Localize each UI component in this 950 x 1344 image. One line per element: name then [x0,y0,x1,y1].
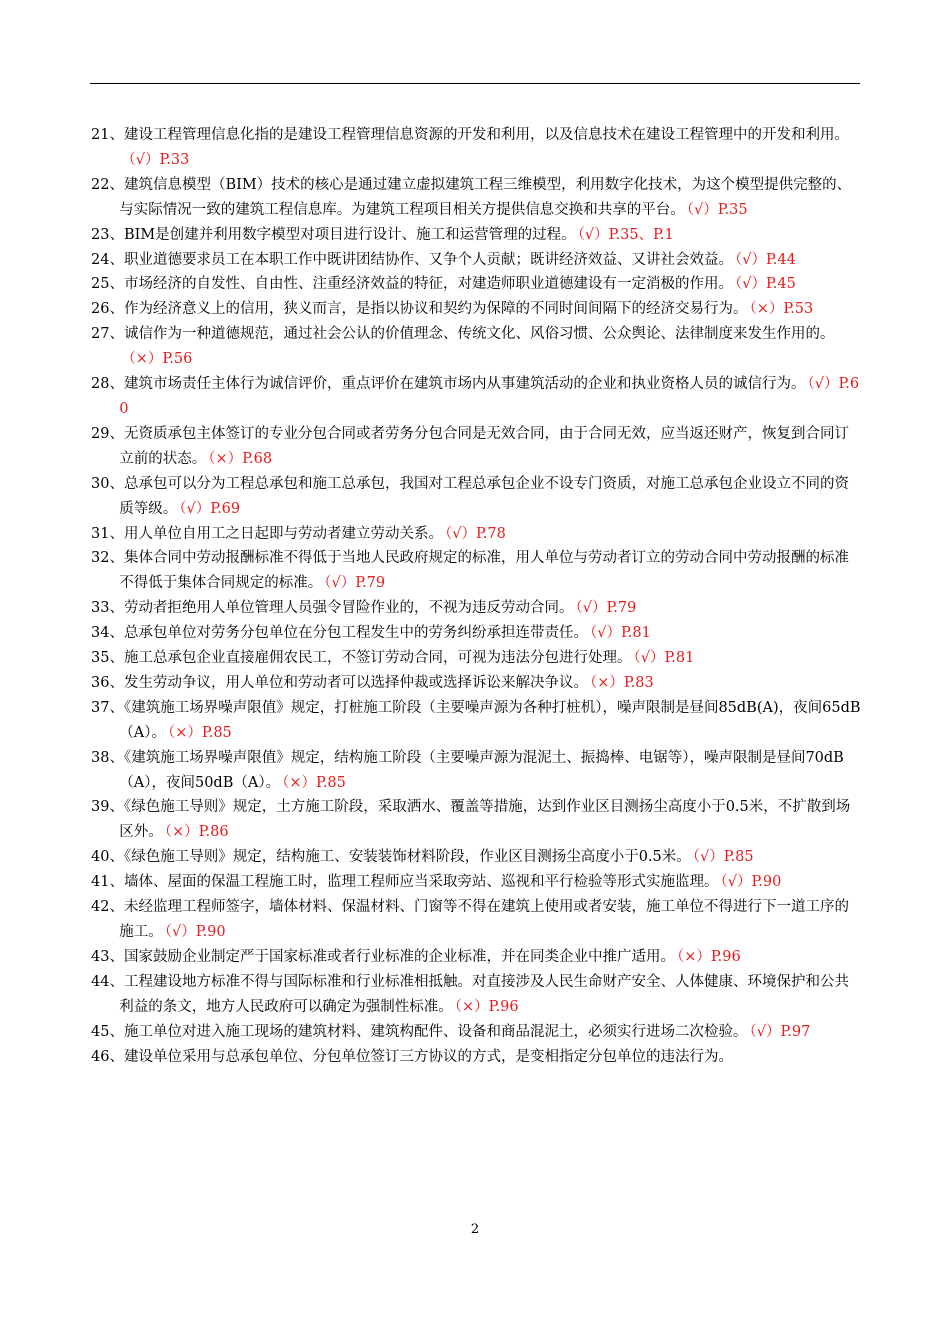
question-text: 43、国家鼓励企业制定严于国家标准或者行业标准的企业标准，并在同类企业中推广适用。 [91,948,675,965]
answer-key: （√）P.81 [589,625,651,642]
list-item [91,696,861,746]
header-rule [90,83,860,84]
question-text: 23、BIM是创建并利用数字模型对项目进行设计、施工和运营管理的过程。 [91,226,576,243]
list-item [91,123,861,173]
question-text: 36、发生劳动争议，用人单位和劳动者可以选择仲裁或选择诉讼来解决争议。 [91,674,588,691]
question-text: 40、《绿色施工导则》规定，结构施工、安装装饰材料阶段，作业区目测扬尘高度小于0.5米。 [91,849,691,866]
list-item [91,422,861,472]
answer-key: （×）P.85 [282,774,346,791]
question-text: 46、建设单位采用与总承包单位、分包单位签订三方协议的方式，是变相指定分包单位的违法行为。 [91,1048,733,1065]
question-text: 34、总承包单位对劳务分包单位在分包工程发生中的劳务纠纷承担连带责任。 [91,625,588,642]
answer-key: （×）P.83 [589,674,654,691]
list-item [91,248,861,273]
answer-key: （√）P.90 [164,924,226,940]
list-item [91,746,861,796]
list-item [91,372,861,422]
list-item [91,895,861,945]
answer-key: （×）P.96 [676,948,741,965]
list-item [91,596,861,621]
answer-key: （√）P.79 [575,600,637,617]
question-text: 28、建筑市场责任主体行为诚信评价，重点评价在建筑市场内从事建筑活动的企业和执业资格人员的诚信行为。 [91,376,806,393]
answer-key: （×）P.53 [749,301,814,318]
answer-key: （×）P.96 [454,998,519,1015]
page-number: 2 [470,1222,480,1237]
answer-key: （√）P.90 [720,874,782,891]
question-text: 30、总承包可以分为工程总承包和施工总承包，我国对工程总承包企业不设专门资质，对施工总承包企业设立不同的资质等级。 [91,475,849,517]
list-item [91,671,861,696]
question-list [91,123,861,1069]
question-text: 29、无资质承包主体签订的专业分包合同或者劳务分包合同是无效合同，由于合同无效，应当返还财产，恢复到合同订立前的状态。 [91,425,849,467]
question-text: 44、工程建设地方标准不得与国际标准和行业标准相抵触。对直接涉及人民生命财产安全、人体健康、环境保护和公共利益的条文，地方人民政府可以确定为强制性标准。 [91,973,849,1015]
question-text: 39、《绿色施工导则》规定，土方施工阶段，采取洒水、覆盖等措施，达到作业区目测扬尘高度小于0.5米，不扩散到场区外。 [91,799,851,841]
list-item [91,297,861,322]
answer-key: （√）P.35 [686,201,748,218]
list-item [91,646,861,671]
list-item [91,223,861,248]
list-item [91,173,861,223]
list-item [91,546,861,596]
answer-key: （×）P.56 [121,351,193,368]
list-item [91,845,861,870]
list-item [91,945,861,970]
answer-key: （√）P.78 [444,525,506,542]
list-item [91,522,861,547]
answer-key: （×）P.85 [168,724,232,741]
question-text: 31、用人单位自用工之日起即与劳动者建立劳动关系。 [91,525,443,542]
question-text: 41、墙体、屋面的保温工程施工时，监理工程师应当采取旁站、巡视和平行检验等形式实施监理。 [91,874,719,891]
list-item [91,272,861,297]
list-item [91,870,861,895]
question-text: 22、建筑信息模型（BIM）技术的核心是通过建立虚拟建筑工程三维模型，利用数字化技术，为这个模型提供完整的、与实际情况一致的建筑工程信息库。为建筑工程项目相关方提供信息交换和共享的平台。 [91,176,852,218]
list-item [91,322,861,372]
answer-key: （√）P.35、P.1 [577,226,674,243]
answer-key: （√）P.85 [692,849,754,866]
answer-key: （√）P.60 [119,376,860,417]
question-text: 37、《建筑施工场界噪声限值》规定，打桩施工阶段（主要噪声源为各种打桩机），噪声限制是昼间85dB(A)，夜间65dB（A）。 [91,699,861,741]
answer-key: （×）P.68 [208,450,273,467]
answer-key: （√）P.97 [749,1023,811,1040]
list-item [91,1045,861,1070]
question-text: 26、作为经济意义上的信用，狭义而言，是指以协议和契约为保障的不同时间间隔下的经济交易行为。 [91,301,748,318]
answer-key: （√）P.44 [734,251,796,268]
answer-key: （√）P.81 [633,650,695,667]
question-text: 21、建设工程管理信息化指的是建设工程管理信息资源的开发和利用，以及信息技术在建设工程管理中的开发和利用。 [91,127,849,143]
answer-key: （√）P.69 [179,500,241,517]
question-text: 42、未经监理工程师签字，墙体材料、保温材料、门窗等不得在建筑上使用或者安装，施工单位不得进行下一道工序的施工。 [91,899,849,940]
question-text: 25、市场经济的自发性、自由性、注重经济效益的特征，对建造师职业道德建设有一定消极的作用。 [91,276,733,293]
answer-key: （√）P.33 [121,151,190,168]
answer-key: （√）P.45 [734,276,796,293]
answer-key: （×）P.86 [164,824,229,841]
question-text: 33、劳动者拒绝用人单位管理人员强令冒险作业的，不视为违反劳动合同。 [91,600,574,617]
answer-key: （√）P.79 [324,575,386,592]
question-text: 35、施工总承包企业直接雇佣农民工，不签订劳动合同，可视为违法分包进行处理。 [91,650,632,667]
question-text: 38、《建筑施工场界噪声限值》规定，结构施工阶段（主要噪声源为混泥土、振捣棒、电锯等），噪声限制是昼间70dB（A），夜间50dB（A）。 [91,749,844,791]
question-text: 24、职业道德要求员工在本职工作中既讲团结协作、又争个人贡献；既讲经济效益、又讲社会效益。 [91,251,733,268]
list-item [91,795,861,845]
question-text: 45、施工单位对进入施工现场的建筑材料、建筑构配件、设备和商品混泥土，必须实行进场二次检验。 [91,1023,748,1040]
question-text: 27、诚信作为一种道德规范，通过社会公认的价值理念、传统文化、风俗习惯、公众舆论、法律制度来发生作用的。 [91,326,835,343]
question-text: 32、集体合同中劳动报酬标准不得低于当地人民政府规定的标准，用人单位与劳动者订立的劳动合同中劳动报酬的标准不得低于集体合同规定的标准。 [91,550,849,592]
list-item [91,1020,861,1045]
list-item [91,970,861,1020]
list-item [91,621,861,646]
list-item [91,472,861,522]
